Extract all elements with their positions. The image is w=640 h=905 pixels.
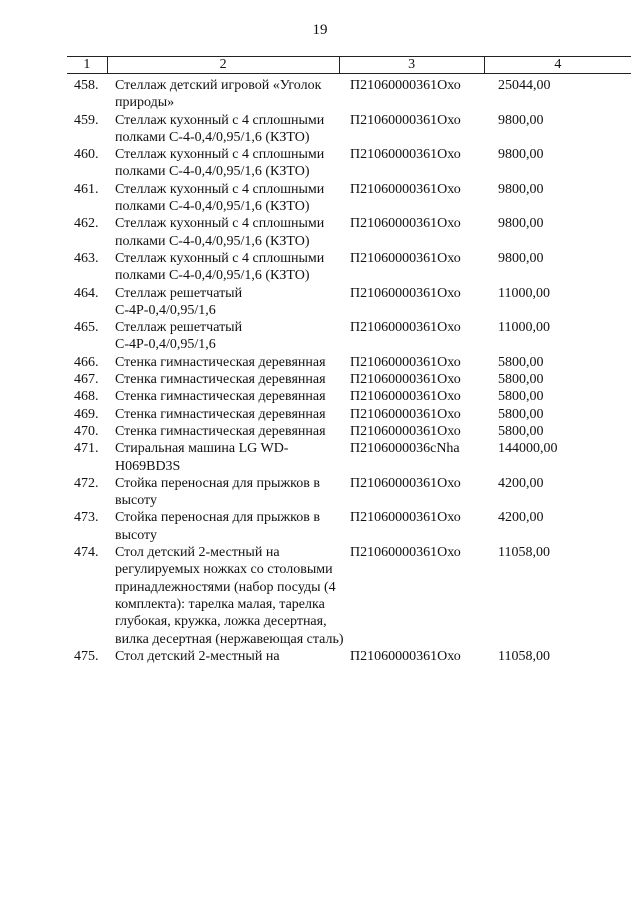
row-number: 466.	[74, 354, 99, 370]
item-code: П21060000361Охо	[350, 112, 461, 128]
item-price: 4200,00	[498, 475, 544, 491]
item-name: Стеллаж кухонный с 4 сплошными полками С-4-0,4/0,95/1,6 (КЗТО)	[115, 147, 325, 180]
item-code: П21060000361Охо	[350, 250, 461, 266]
table-header	[67, 56, 631, 74]
item-price: 5800,00	[498, 389, 544, 405]
table-row	[67, 354, 631, 371]
table-row	[67, 285, 631, 320]
row-number: 461.	[74, 181, 99, 197]
item-price: 5800,00	[498, 406, 544, 422]
table-row	[67, 371, 631, 388]
table-row	[67, 181, 631, 216]
item-name: Стеллаж кухонный с 4 сплошными полками С-4-0,4/0,95/1,6 (КЗТО)	[115, 112, 325, 145]
item-price: 11058,00	[498, 648, 550, 664]
table-row	[67, 112, 631, 147]
item-price: 9800,00	[498, 250, 544, 266]
item-code: П21060000361Охо	[350, 285, 461, 301]
table-row	[67, 423, 631, 440]
item-price: 9800,00	[498, 181, 544, 197]
item-code: П21060000361Охо	[350, 510, 461, 526]
inventory-table	[67, 56, 631, 665]
item-price: 4200,00	[498, 510, 544, 526]
table-row	[67, 250, 631, 285]
item-price: 11000,00	[498, 285, 550, 301]
header-col-1: 1	[67, 57, 108, 73]
row-number: 475.	[74, 648, 99, 664]
item-name: Стеллаж кухонный с 4 сплошными полками С-4-0,4/0,95/1,6 (КЗТО)	[115, 181, 325, 215]
table-row	[67, 146, 631, 181]
item-price: 11058,00	[498, 545, 550, 561]
header-col-2: 2	[108, 57, 340, 73]
item-price: 5800,00	[498, 354, 544, 370]
item-name: Стойка переносная для прыжков в высоту	[115, 475, 320, 509]
table-row	[67, 215, 631, 250]
item-price: 25044,00	[498, 78, 551, 93]
item-code: П21060000361Охо	[350, 78, 461, 93]
row-number: 459.	[74, 112, 99, 128]
item-name: Стол детский 2-местный на регулируемых ножках со столовыми принадлежностями (набор посуды (4 комплекта): тарелка малая, тарелка глубокая, кружка, ложка десертная, вилка десертная (нержавеющая сталь)	[115, 545, 344, 647]
item-name: Стеллаж решетчатый С-4Р-0,4/0,95/1,6	[115, 285, 243, 318]
item-price: 5800,00	[498, 372, 544, 388]
item-name: Стенка гимнастическая деревянная	[115, 354, 326, 370]
table-row	[67, 648, 631, 665]
item-name: Стойка переносная для прыжков в высоту	[115, 510, 320, 543]
item-code: П21060000361Охо	[350, 423, 461, 439]
item-code: П21060000361Охо	[350, 389, 461, 405]
table-row	[67, 440, 631, 475]
item-price: 9800,00	[498, 112, 544, 128]
table-row	[67, 475, 631, 510]
item-code: П21060000361Охо	[350, 372, 461, 388]
header-col-3: 3	[340, 57, 485, 73]
item-code: П21060000361Охо	[350, 545, 461, 561]
item-code: П21060000361Охо	[350, 406, 461, 422]
item-name: Стиральная машина LG WD-H069BD3S	[115, 441, 289, 474]
row-number: 468.	[74, 389, 99, 405]
page-number: 19	[312, 22, 328, 38]
item-price: 144000,00	[498, 441, 558, 457]
header-col-4: 4	[554, 57, 562, 72]
row-number: 458.	[74, 78, 99, 93]
table-row	[67, 509, 631, 544]
row-number: 462.	[74, 216, 99, 232]
row-number: 460.	[74, 147, 99, 163]
row-number: 473.	[74, 510, 99, 526]
table-row	[67, 77, 631, 112]
item-price: 9800,00	[498, 147, 544, 163]
item-name: Стеллаж решетчатый С-4Р-0,4/0,95/1,6	[115, 320, 243, 353]
item-name: Стенка гимнастическая деревянная	[115, 423, 326, 439]
row-number: 469.	[74, 406, 99, 422]
item-code: П21060000361Охо	[350, 181, 461, 197]
table-row	[67, 319, 631, 354]
item-name: Стенка гимнастическая деревянная	[115, 389, 326, 405]
item-name: Стенка гимнастическая деревянная	[115, 372, 326, 388]
table-row	[67, 544, 631, 648]
row-number: 467.	[74, 372, 99, 388]
item-name: Стол детский 2-местный на	[115, 648, 280, 664]
item-price: 11000,00	[498, 320, 550, 336]
table-row	[67, 406, 631, 423]
item-name: Стенка гимнастическая деревянная	[115, 406, 326, 422]
item-price: 9800,00	[498, 216, 544, 232]
row-number: 472.	[74, 475, 99, 491]
item-name: Стеллаж кухонный с 4 сплошными полками С-4-0,4/0,95/1,6 (КЗТО)	[115, 216, 325, 249]
row-number: 464.	[74, 285, 99, 301]
row-number: 471.	[74, 441, 99, 457]
item-price: 5800,00	[498, 423, 544, 439]
item-code: П21060000361Охо	[350, 354, 461, 370]
item-code: П2106000036cNha	[350, 441, 460, 457]
item-code: П21060000361Охо	[350, 320, 461, 336]
item-name: Стеллаж детский игровой «Уголок природы»	[115, 78, 322, 111]
row-number: 463.	[74, 250, 99, 266]
item-name: Стеллаж кухонный с 4 сплошными полками С-4-0,4/0,95/1,6 (КЗТО)	[115, 250, 325, 284]
table-body	[67, 77, 631, 665]
item-code: П21060000361Охо	[350, 216, 461, 232]
item-code: П21060000361Охо	[350, 475, 461, 491]
item-code: П21060000361Охо	[350, 648, 461, 664]
item-code: П21060000361Охо	[350, 147, 461, 163]
row-number: 474.	[74, 545, 99, 561]
row-number: 470.	[74, 423, 99, 439]
row-number: 465.	[74, 320, 99, 336]
table-row	[67, 388, 631, 405]
